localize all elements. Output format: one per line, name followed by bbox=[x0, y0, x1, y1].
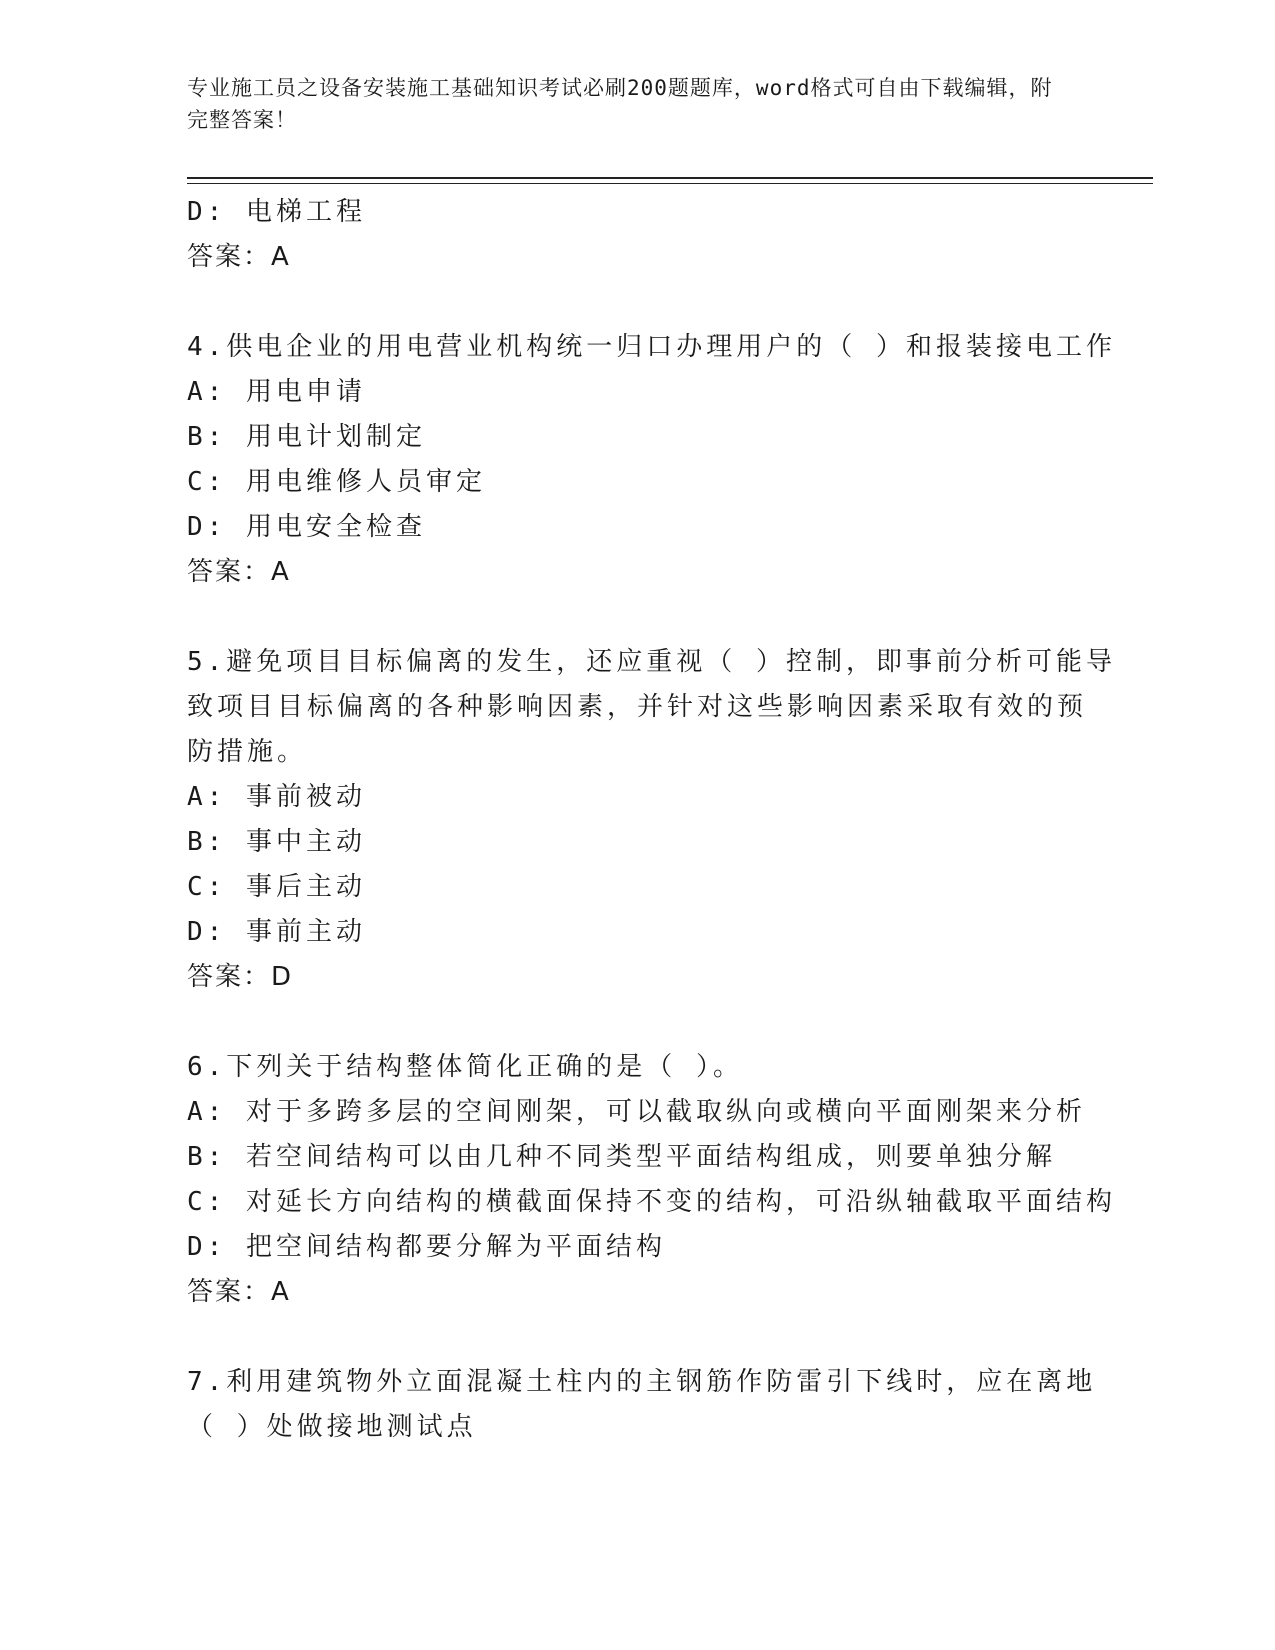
question-stem: 4.供电企业的用电营业机构统一归口办理用户的（ ）和报装接电工作 bbox=[187, 332, 1116, 362]
answer: 答案：A bbox=[187, 242, 291, 272]
question-3-tail bbox=[187, 190, 1087, 280]
answer: 答案：A bbox=[187, 1277, 291, 1307]
question-stem-line-2: （ ）处做接地测试点 bbox=[187, 1412, 477, 1442]
option-a: A: 用电申请 bbox=[187, 377, 366, 407]
option-d: D: 事前主动 bbox=[187, 917, 366, 947]
option-d: D: 用电安全检查 bbox=[187, 512, 426, 542]
option-c: C: 事后主动 bbox=[187, 872, 366, 902]
question-stem-line-1: 5.避免项目目标偏离的发生，还应重视（ ）控制，即事前分析可能导 bbox=[187, 647, 1116, 677]
option-d: D: 电梯工程 bbox=[187, 197, 366, 227]
option-c: C: 对延长方向结构的横截面保持不变的结构，可沿纵轴截取平面结构 bbox=[187, 1187, 1116, 1217]
document-header: 专业施工员之设备安装施工基础知识考试必刷200题题库，word格式可自由下载编辑，附完整答案！ bbox=[187, 76, 1053, 132]
option-a: A: 对于多跨多层的空间刚架，可以截取纵向或横向平面刚架来分析 bbox=[187, 1097, 1086, 1127]
question-7 bbox=[187, 1360, 1097, 1450]
question-4 bbox=[187, 325, 1116, 595]
question-list bbox=[187, 190, 1116, 1450]
option-b: B: 用电计划制定 bbox=[187, 422, 426, 452]
question-5 bbox=[187, 640, 1116, 1000]
header-divider-thick bbox=[187, 177, 1153, 179]
answer: 答案：D bbox=[187, 962, 294, 992]
question-stem-line-2: 致项目目标偏离的各种影响因素，并针对这些影响因素采取有效的预 bbox=[187, 692, 1088, 722]
question-stem-line-3: 防措施。 bbox=[187, 737, 308, 767]
option-b: B: 若空间结构可以由几种不同类型平面结构组成，则要单独分解 bbox=[187, 1142, 1056, 1172]
option-c: C: 用电维修人员审定 bbox=[187, 467, 486, 497]
question-stem: 6.下列关于结构整体简化正确的是（ ）。 bbox=[187, 1052, 743, 1082]
question-6 bbox=[187, 1045, 1116, 1315]
option-d: D: 把空间结构都要分解为平面结构 bbox=[187, 1232, 666, 1262]
question-stem-line-1: 7.利用建筑物外立面混凝土柱内的主钢筋作防雷引下线时，应在离地 bbox=[187, 1367, 1097, 1397]
option-a: A: 事前被动 bbox=[187, 782, 366, 812]
answer: 答案：A bbox=[187, 557, 291, 587]
option-b: B: 事中主动 bbox=[187, 827, 366, 857]
header-divider-thin bbox=[187, 183, 1153, 184]
